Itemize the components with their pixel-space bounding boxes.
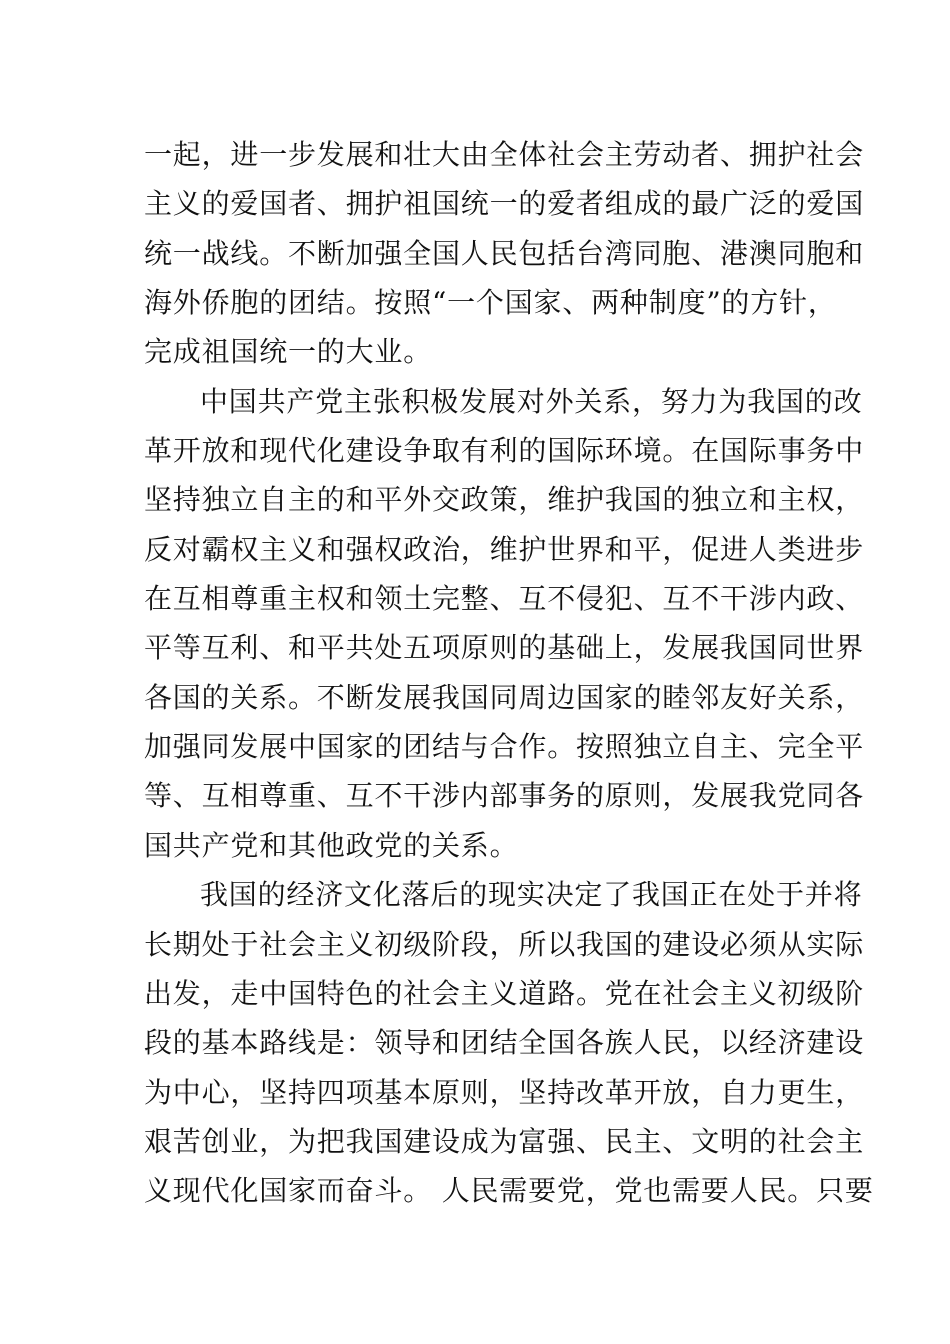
text-line: 完成祖国统一的大业。 <box>144 335 433 369</box>
text-line: 加强同发展中国家的团结与合作。按照独立自主、完全平 <box>144 730 865 764</box>
text-line: 平等互利、和平共处五项原则的基础上，发展我国同世界 <box>144 631 865 665</box>
text-line: 各国的关系。不断发展我国同周边国家的睦邻友好关系， <box>144 680 865 714</box>
text-line: 海外侨胞的团结。按照“一个国家、两种制度”的方针， <box>144 286 837 320</box>
text-line: 革开放和现代化建设争取有利的国际环境。在国际事务中 <box>144 434 865 468</box>
text-line: 为中心，坚持四项基本原则，坚持改革开放，自力更生， <box>144 1075 865 1109</box>
text-line: 在互相尊重主权和领土完整、互不侵犯、互不干涉内政、 <box>144 582 865 616</box>
text-line: 主义的爱国者、拥护祖国统一的爱者组成的最广泛的爱国 <box>144 187 865 221</box>
text-line: 等、互相尊重、互不干涉内部事务的原则，发展我党同各 <box>144 779 865 813</box>
text-line: 反对霸权主义和强权政治，维护世界和平，促进人类进步 <box>144 532 865 566</box>
text-line: 一起，进一步发展和壮大由全体社会主劳动者、拥护社会 <box>144 138 865 171</box>
text-line: 出发，走中国特色的社会主义道路。党在社会主义初级阶 <box>144 976 865 1010</box>
text-line: 长期处于社会主义初级阶段，所以我国的建设必须从实际 <box>144 927 865 961</box>
text-line: 段的基本路线是：领导和团结全国各族人民，以经济建设 <box>144 1026 865 1060</box>
paragraph-first-line: 中国共产党主张积极发展对外关系，努力为我国的改 <box>200 384 863 418</box>
text-line: 坚持独立自主的和平外交政策，维护我国的独立和主权， <box>144 483 865 517</box>
document-body <box>144 130 874 1216</box>
text-line: 统一战线。不断加强全国人民包括台湾同胞、港澳同胞和 <box>144 236 865 270</box>
text-line: 艰苦创业，为把我国建设成为富强、民主、文明的社会主 <box>144 1124 865 1158</box>
text-line: 义现代化国家而奋斗。 人民需要党，党也需要人民。只要 <box>144 1174 874 1208</box>
text-line: 国共产党和其他政党的关系。 <box>144 828 519 862</box>
paragraph-first-line: 我国的经济文化落后的现实决定了我国正在处于并将 <box>200 878 863 912</box>
